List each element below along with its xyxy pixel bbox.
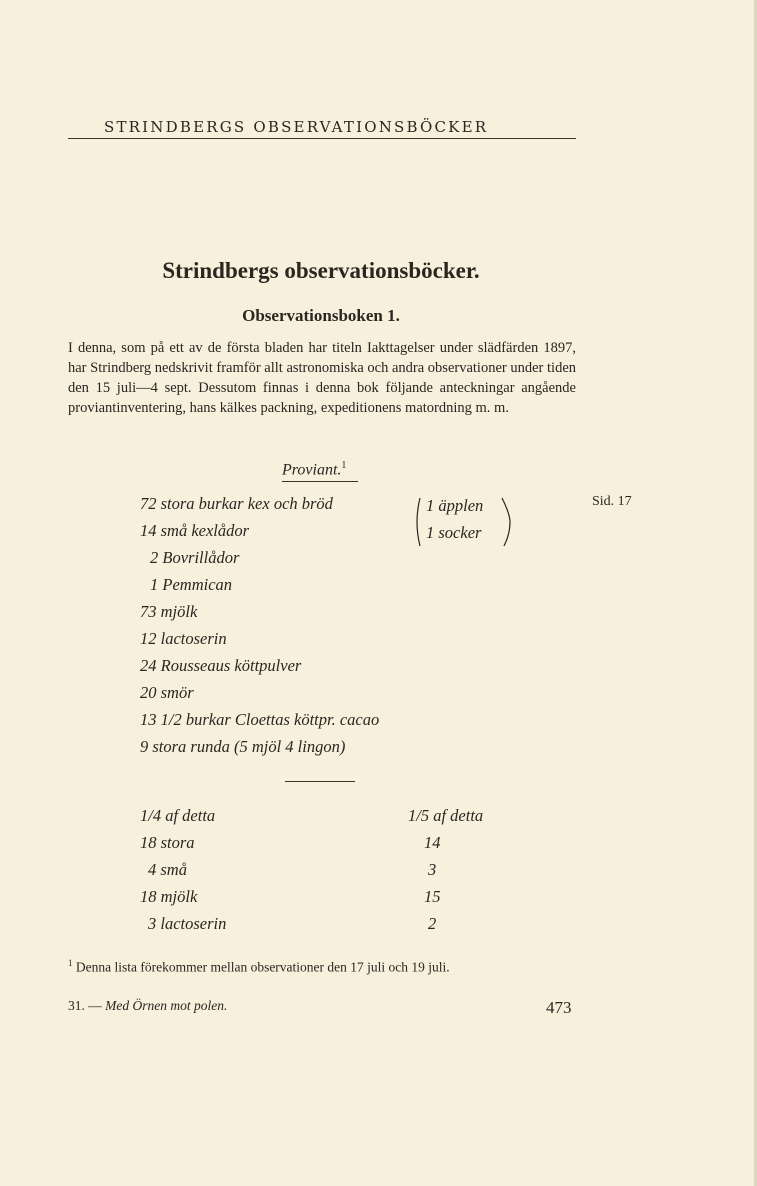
list-item: 24 Rousseaus köttpulver <box>140 656 302 675</box>
book-title: Med Örnen mot polen. <box>105 998 228 1013</box>
footnote-mark: 1 <box>68 958 73 968</box>
signature-dash: — <box>84 998 106 1013</box>
footnote-text: Denna lista förekommer mellan observationer den 17 juli och 19 juli. <box>72 959 450 975</box>
calc-left-value: 18 mjölk <box>140 887 198 906</box>
running-head: STRINDBERGS OBSERVATIONSBÖCKER <box>104 118 489 136</box>
calc-left-value: 18 stora <box>140 833 195 852</box>
list-item: 2 Bovrillådor <box>150 548 240 567</box>
calc-row <box>0 860 757 884</box>
proviant-footnote-mark: 1 <box>341 460 347 471</box>
proviant-heading <box>282 460 346 479</box>
header-rule <box>68 138 576 139</box>
proviant-heading-text: Proviant. <box>282 461 342 479</box>
margin-note: Sid. 17 <box>592 494 632 509</box>
list-item: 9 stora runda (5 mjöl 4 lingon) <box>140 737 346 756</box>
page-title: Strindbergs observationsböcker. <box>162 258 480 283</box>
calc-left-header: 1/4 af detta <box>140 806 216 825</box>
calc-row <box>0 833 757 857</box>
braced-items <box>412 494 522 554</box>
calc-right-value: 3 <box>428 860 437 879</box>
proviant-underline <box>282 481 358 482</box>
calc-right-value: 15 <box>424 887 441 906</box>
braced-item: 1 äpplen <box>426 496 484 515</box>
divider-rule <box>285 781 355 782</box>
list-item: 1 Pemmican <box>150 575 233 594</box>
calc-right-value: 2 <box>428 914 437 933</box>
calc-row <box>0 914 757 938</box>
braced-item: 1 socker <box>426 523 482 542</box>
list-item: 73 mjölk <box>140 602 198 621</box>
footnote <box>68 955 576 976</box>
calc-right-value: 14 <box>424 833 441 852</box>
list-item: 72 stora burkar kex och bröd <box>140 494 333 513</box>
list-item: 13 1/2 burkar Cloettas köttpr. cacao <box>140 710 380 729</box>
calc-row <box>0 887 757 911</box>
calc-right-header: 1/5 af detta <box>408 806 484 825</box>
intro-paragraph: I denna, som på ett av de första bladen har titeln Iakttagelser under slädfärden 1897, har Strindberg nedskrivit framför allt astronomiska och andra observationer under tiden den 15 juli—4 sept. Dessutom finnas i denna bok följande anteckningar angående proviantinventering, hans kälkes packning, expeditionens matordning m. m. <box>68 340 576 416</box>
list-item: 14 små kexlådor <box>140 521 250 540</box>
section-subtitle: Observationsboken 1. <box>242 306 400 325</box>
signature-line <box>68 998 227 1014</box>
signature-number: 31. <box>68 998 85 1013</box>
calc-header-row <box>0 806 757 830</box>
calc-left-value: 4 små <box>148 860 187 879</box>
list-item: 12 lactoserin <box>140 629 227 648</box>
list-item: 20 smör <box>140 683 194 702</box>
page-number: 473 <box>546 998 572 1017</box>
calc-left-value: 3 lactoserin <box>148 914 227 933</box>
